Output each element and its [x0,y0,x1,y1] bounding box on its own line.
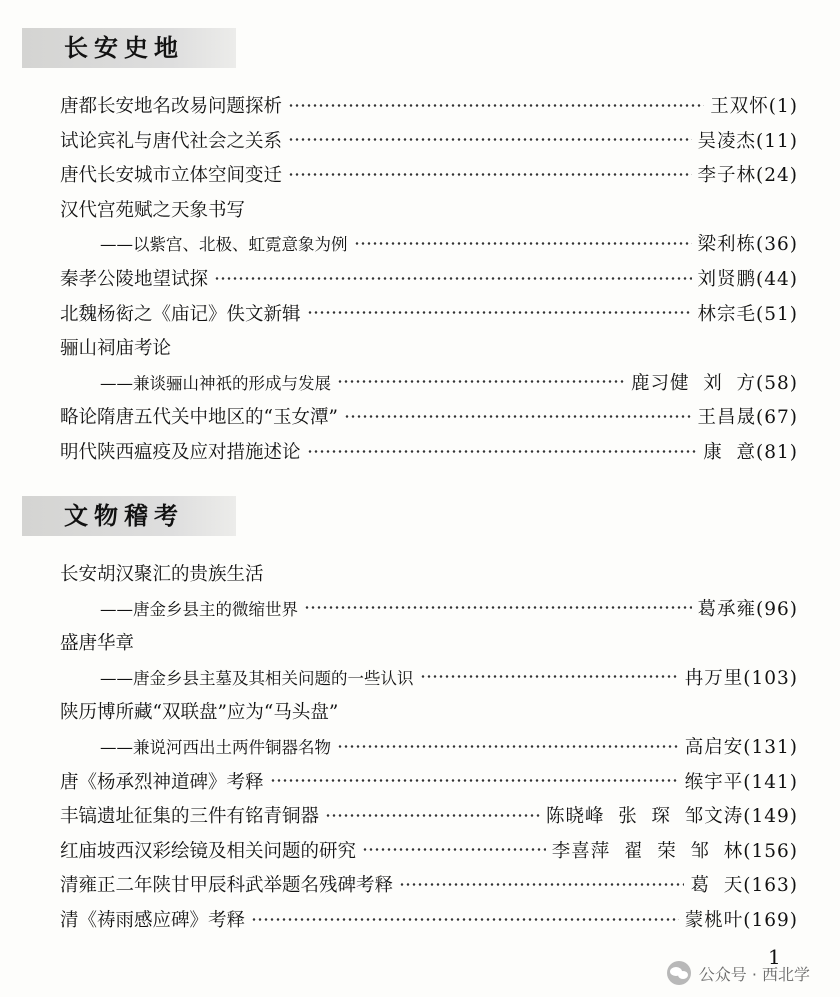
entry-title: 清《祷雨感应碑》考释 [60,910,246,931]
entry-title: 清雍正二年陕甘甲辰科武举题名残碑考释 [60,875,394,897]
entry-title: 唐《杨承烈神道碑》考释 [60,771,264,793]
toc-entry[interactable] [60,262,798,294]
watermark [667,961,810,985]
leader-dots [307,450,698,453]
leader-dots [337,380,625,383]
entry-title: 丰镐遗址征集的三件有铭青铜器 [60,806,320,828]
toc-entry[interactable] [60,868,798,900]
watermark-text: 公众号 · 西北学 [698,964,810,984]
toc-entry[interactable] [60,834,798,866]
entry-title: 明代陕西瘟疫及应对措施述论 [60,442,301,463]
leader-dots [251,918,679,921]
leader-dots [288,173,692,176]
toc-entry[interactable] [60,765,798,797]
leader-dots [354,242,692,245]
leader-dots [337,745,679,748]
entry-author-page: 蒙桃叶(169) [684,910,798,931]
leader-dots [288,104,704,107]
toc-entry[interactable] [60,400,798,432]
entry-title: 汉代宫苑赋之天象书写 [60,199,246,221]
leader-dots [270,779,679,782]
entry-title: 秦孝公陵地望试探 [60,269,209,290]
wechat-icon [667,961,691,985]
entry-title: 试论宾礼与唐代社会之关系 [60,130,283,152]
entry-author-page: 李子林(24) [697,165,798,187]
entry-author-page: 冉万里(103) [684,667,798,689]
entry-author-page: 王昌晟(67) [697,407,798,429]
toc-subtitle-entry[interactable] [100,592,798,624]
toc-entry[interactable] [60,626,798,658]
toc-subtitle-entry[interactable] [100,730,798,762]
entry-title: 唐代长安城市立体空间变迁 [60,165,283,187]
toc-subtitle-entry[interactable] [100,366,798,398]
leader-dots [420,675,679,678]
entry-subtitle: ——唐金乡县主墓及其相关问题的一些认识 [100,668,414,688]
section-header-1: 长安史地 [22,28,236,68]
entry-title: 陕历博所藏“双联盘”应为“马头盘” [60,702,339,724]
entry-author-page: 鹿习健 刘 方(58) [631,372,798,394]
leader-dots [307,311,692,314]
entry-title: 北魏杨衒之《庙记》佚文新辑 [60,303,301,325]
toc-entry[interactable] [60,193,798,225]
entry-subtitle: ——兼说河西出土两件铜器名物 [100,738,331,757]
entry-subtitle: ——唐金乡县主的微缩世界 [100,599,298,619]
toc-entry[interactable] [60,331,798,363]
entry-subtitle: ——以紫宫、北极、虹霓意象为例 [100,235,348,255]
toc-entry[interactable] [60,158,798,190]
entry-author-page: 吴凌杰(11) [697,130,798,152]
leader-dots [214,277,692,280]
entry-title: 红庙坡西汉彩绘镜及相关问题的研究 [60,840,357,862]
toc-entry[interactable] [60,903,798,935]
entry-author-page: 葛 天(163) [690,875,798,897]
leader-dots [344,415,692,418]
toc-subtitle-entry[interactable] [100,227,798,259]
entry-title: 盛唐华章 [60,633,135,655]
leader-dots [362,848,546,851]
entry-title: 骊山祠庙考论 [60,338,172,360]
section-header-2: 文物稽考 [22,496,236,536]
page-number: 1 [768,945,781,969]
entry-author-page: 梁利栋(36) [697,234,798,256]
entry-subtitle: ——兼谈骊山神祇的形成与发展 [100,373,331,393]
entry-author-page: 王双怀(1) [710,96,798,117]
entry-author-page: 葛承雍(96) [697,598,798,620]
entry-title: 长安胡汉聚汇的贵族生活 [60,564,264,585]
toc-entry[interactable] [60,89,798,121]
toc-subtitle-entry[interactable] [100,661,798,693]
entry-author-page: 缑宇平(141) [684,771,798,793]
toc-entry[interactable] [60,124,798,156]
entry-author-page: 陈晓峰 张 琛 邹文涛(149) [545,806,798,828]
entry-title: 唐都长安地名改易问题探析 [60,96,283,117]
entry-title: 略论隋唐五代关中地区的“玉女潭” [60,407,338,429]
entry-author-page: 李喜萍 翟 荣 邹 林(156) [551,840,798,862]
toc-entry[interactable] [60,435,798,467]
toc-entry[interactable] [60,695,798,727]
toc-entry[interactable] [60,799,798,831]
entry-author-page: 康 意(81) [703,442,798,463]
leader-dots [399,883,684,886]
entry-author-page: 刘贤鹏(44) [697,269,798,290]
toc-entry[interactable] [60,297,798,329]
leader-dots [288,138,692,141]
leader-dots [304,606,692,609]
entry-author-page: 高启安(131) [684,737,798,758]
entry-author-page: 林宗毛(51) [697,303,798,325]
toc-entry[interactable] [60,557,798,589]
leader-dots [325,814,540,817]
